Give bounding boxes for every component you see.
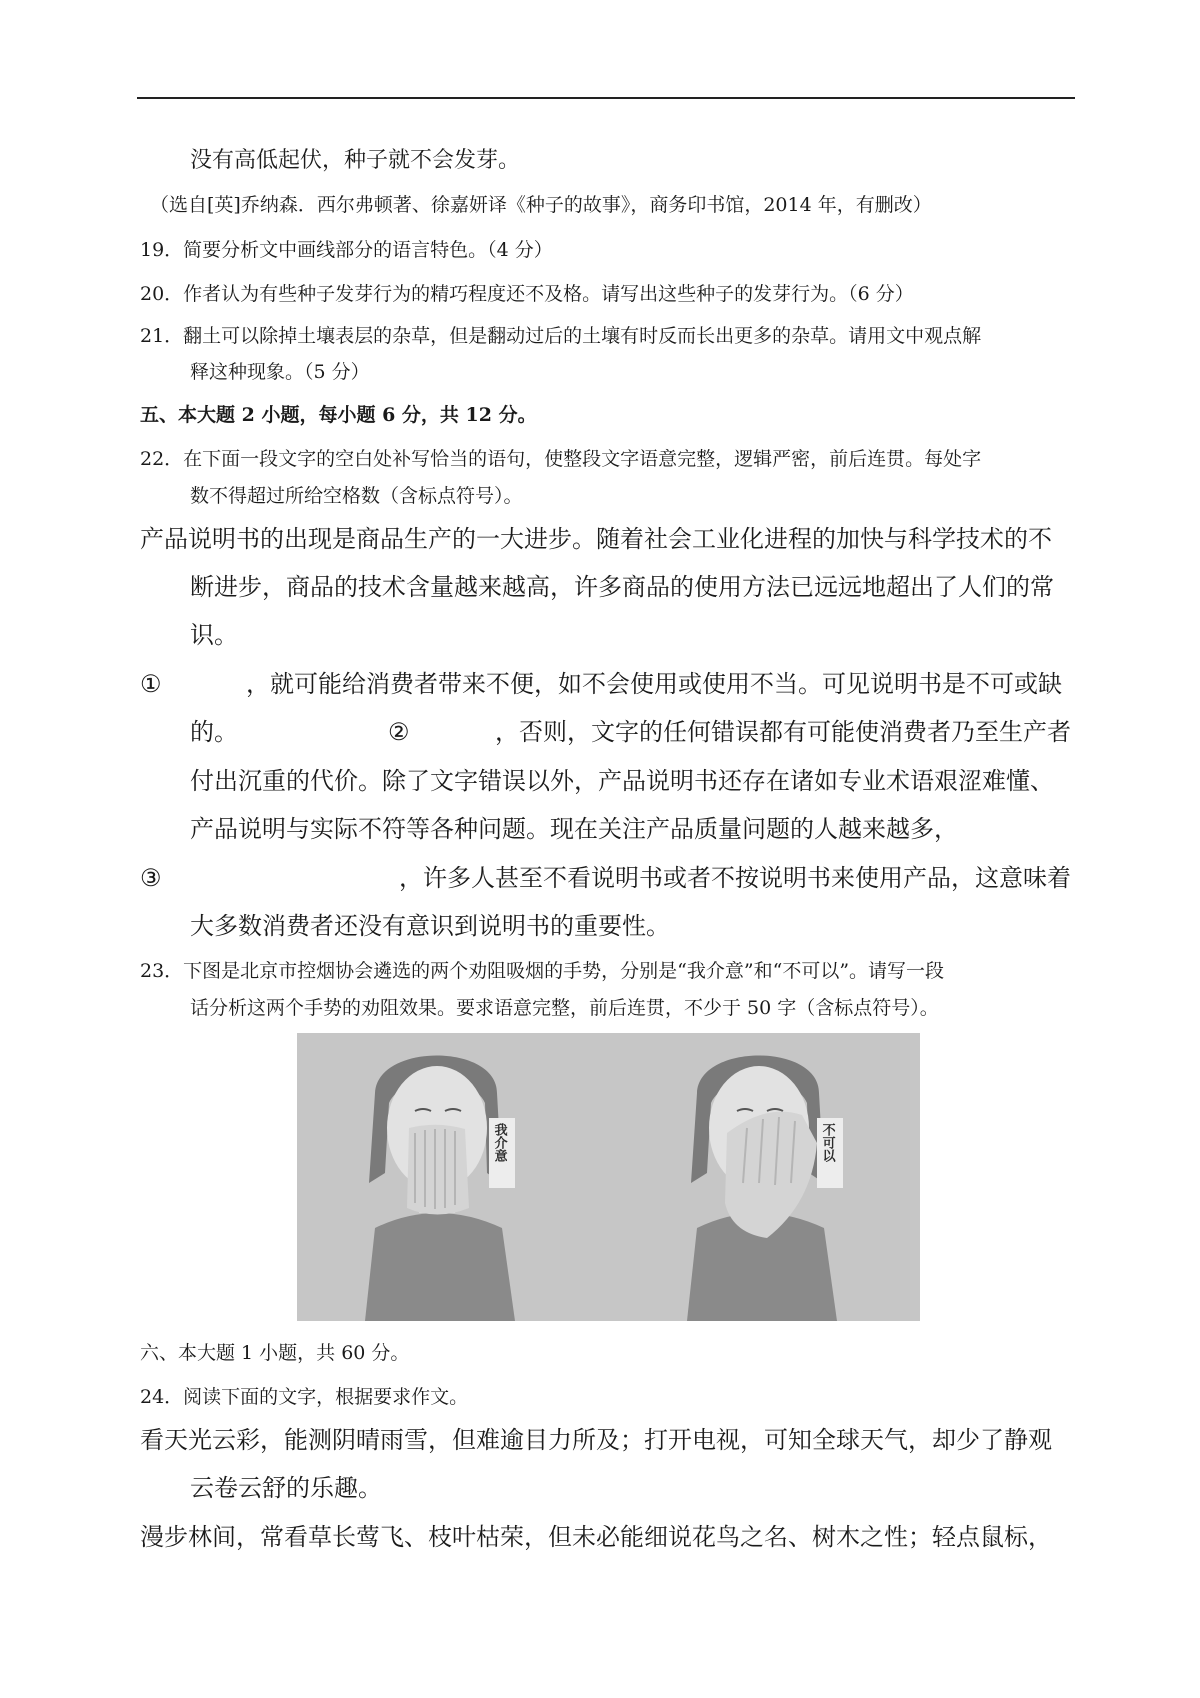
passage-ending: 没有高低起伏，种子就不会发芽。 (190, 148, 521, 173)
blank-1-marker: ① (140, 670, 162, 698)
header-rule (137, 97, 1075, 99)
question-19: 19．简要分析文中画线部分的语言特色。（4 分） (140, 239, 553, 261)
gesture-illustration (297, 1033, 920, 1321)
q22-passage-line7: 产品说明与实际不符等各种问题。现在关注产品质量问题的人越来越多， (190, 815, 958, 843)
q24-passage-line3: 漫步林间，常看草长莺飞、枝叶枯荣，但未必能细说花鸟之名、树木之性；轻点鼠标， (140, 1523, 1052, 1551)
figure-label-left: 我介意 (491, 1123, 507, 1162)
q22-passage-line6: 付出沉重的代价。除了文字错误以外，产品说明书还存在诸如专业术语艰涩难懂、 (190, 767, 1054, 795)
question-22-line2: 数不得超过所给空格数（含标点符号）。 (190, 485, 523, 507)
section-5-heading: 五、本大题 2 小题，每小题 6 分，共 12 分。 (140, 404, 537, 426)
question-23-line2: 话分析这两个手势的劝阻效果。要求语意完整，前后连贯，不少于 50 字（含标点符号）。 (190, 997, 939, 1019)
q24-passage-line1: 看天光云彩，能测阴晴雨雪，但难逾目力所及；打开电视，可知全球天气，却少了静观 (140, 1426, 1052, 1454)
question-22-line1: 22．在下面一段文字的空白处补写恰当的语句，使整段文字语意完整，逻辑严密，前后连贯。每处字 (140, 448, 982, 470)
blank-3-marker: ③ (140, 864, 162, 892)
question-21-line2: 释这种现象。（5 分） (190, 361, 370, 383)
source-citation: （选自[英]乔纳森．西尔弗顿著、徐嘉妍译《种子的故事》，商务印书馆，2014 年，有删改） (150, 194, 932, 216)
question-21-line1: 21．翻土可以除掉土壤表层的杂草，但是翻动过后的土壤有时反而长出更多的杂草。请用文中观点解 (140, 325, 982, 347)
smoking-gesture-figure (297, 1033, 920, 1321)
q22-passage-line2: 断进步，商品的技术含量越来越高，许多商品的使用方法已远远地超出了人们的常 (190, 573, 1054, 601)
q22-passage-line8: ，许多人甚至不看说明书或者不按说明书来使用产品，这意味着 (399, 864, 1071, 892)
q22-passage-line4: ，就可能给消费者带来不便，如不会使用或使用不当。可见说明书是不可或缺 (246, 670, 1062, 698)
q22-passage-line5a: 的。 (190, 718, 238, 746)
section-6-heading: 六、本大题 1 小题，共 60 分。 (140, 1342, 410, 1364)
question-23-line1: 23．下图是北京市控烟协会遴选的两个劝阻吸烟的手势，分别是“我介意”和“不可以”。请写一段 (140, 960, 945, 982)
q24-passage-line2: 云卷云舒的乐趣。 (190, 1474, 382, 1502)
figure-label-right: 不可以 (819, 1123, 835, 1162)
question-20: 20．作者认为有些种子发芽行为的精巧程度还不及格。请写出这些种子的发芽行为。（6 分） (140, 283, 914, 305)
blank-2-marker: ② (388, 718, 410, 746)
question-24: 24．阅读下面的文字，根据要求作文。 (140, 1386, 469, 1408)
q22-passage-line3: 识。 (190, 621, 238, 649)
q22-passage-line9: 大多数消费者还没有意识到说明书的重要性。 (190, 912, 670, 940)
q22-passage-line1: 产品说明书的出现是商品生产的一大进步。随着社会工业化进程的加快与科学技术的不 (140, 525, 1052, 553)
q22-passage-line5b: ，否则，文字的任何错误都有可能使消费者乃至生产者 (495, 718, 1071, 746)
